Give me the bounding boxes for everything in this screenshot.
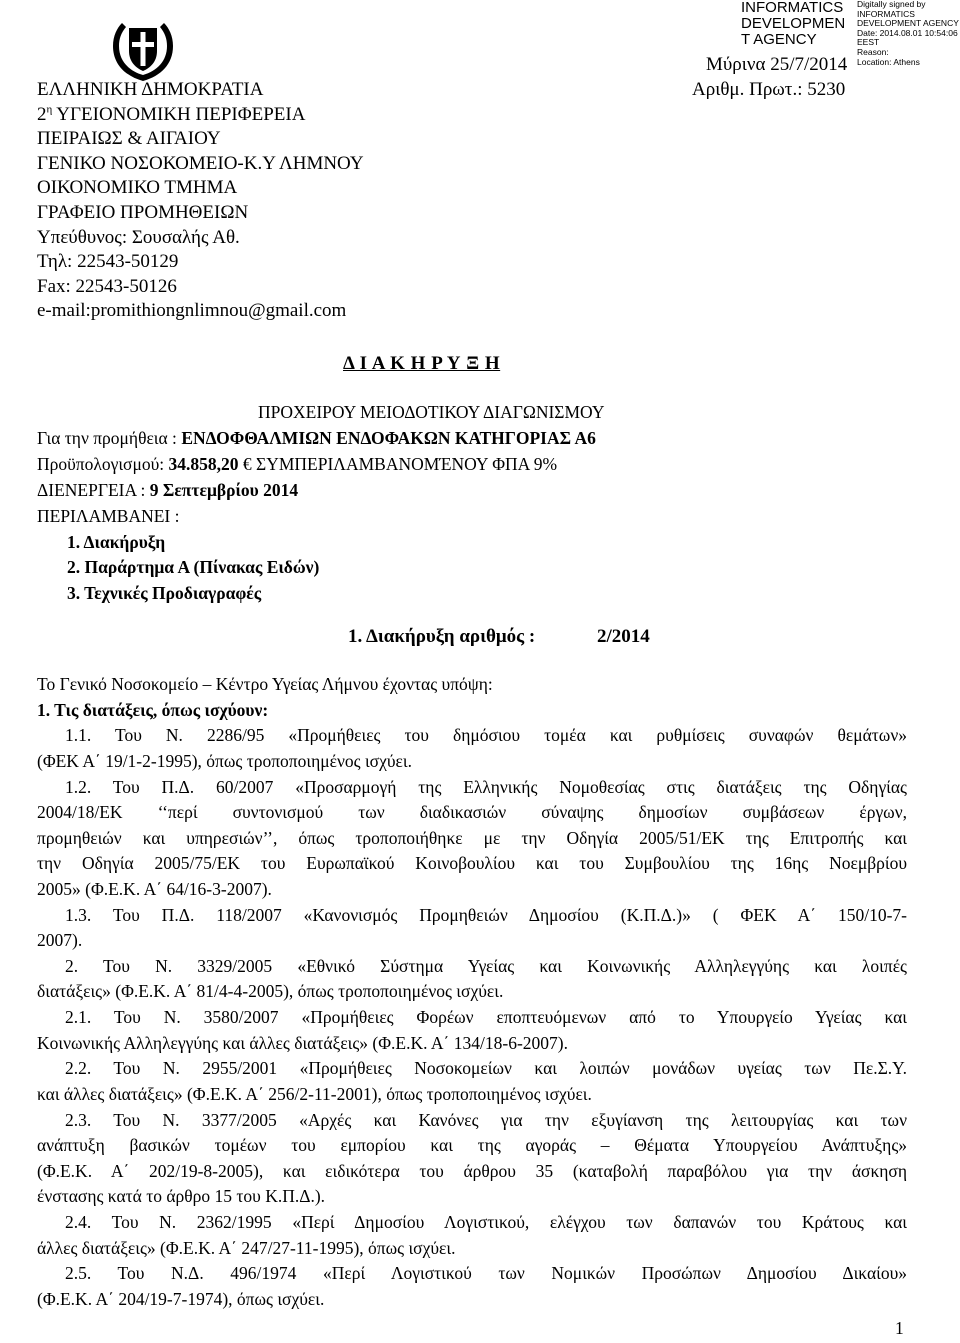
- body-line: 2007).: [37, 930, 83, 950]
- body-line: (Φ.Ε.Κ. Α΄ 202/19-8-2005), και ειδικότερα του άρθρου 35 (καταβολή παραβόλου για την άσκηση: [37, 1161, 907, 1181]
- included-item: 1. Διακήρυξη: [67, 532, 166, 552]
- signature-detail-line: Location: Athens: [857, 56, 920, 67]
- signature-org-line: INFORMATICS: [741, 0, 844, 16]
- body-line: 2.5. Του Ν.Δ. 496/1974 «Περί Λογιστικού των Νομικών Προσώπων Δημοσίου Δικαίου»: [65, 1263, 907, 1283]
- sender-line: ΟΙΚΟΝΟΜΙΚΟ ΤΜΗΜΑ: [37, 177, 238, 199]
- sender-line: Τηλ: 22543-50129: [37, 251, 179, 273]
- included-item: 2. Παράρτημα Α (Πίνακας Ειδών): [67, 557, 320, 577]
- body-line: (Φ.Ε.Κ. Α΄ 204/19-7-1974), όπως ισχύει.: [37, 1289, 325, 1309]
- body-line: 2.1. Του Ν. 3580/2007 «Προμήθειες Φορέων εποπτευόμενων από το Υπουργείο Υγείας και: [65, 1007, 907, 1027]
- signature-org-line: DEVELOPMEN: [741, 15, 846, 32]
- sender-line: Fax: 22543-50126: [37, 275, 177, 297]
- signature-detail-line: INFORMATICS: [857, 8, 915, 19]
- body-line: ανάπτυξη βασικών τομέων του εμπορίου και της αγοράς – Θέματα Υπουργείου Ανάπτυξης»: [37, 1135, 907, 1155]
- document-title: Δ Ι Α Κ Η Ρ Υ Ξ Η: [343, 353, 501, 374]
- supply-value: ΕΝΔΟΦΘΑΛΜΙΩΝ ΕΝΔΟΦΑΚΩΝ ΚΑΤΗΓΟΡΙΑΣ Α6: [181, 428, 596, 448]
- notice-heading: 1. Διακήρυξη αριθμός :: [348, 626, 536, 647]
- signature-detail-line: Date: 2014.08.01 10:54:06: [857, 27, 958, 38]
- supply-line: Για την προμήθεια : ΕΝΔΟΦΘΑΛΜΙΩΝ ΕΝΔΟΦΑΚΩΝ ΚΑΤΗΓΟΡΙΑΣ Α6: [37, 428, 596, 448]
- body-line: 1.1. Του Ν. 2286/95 «Προμήθειες του δημόσιου τομέα και ρυθμίσεις συναφών θεμάτων»: [65, 725, 907, 745]
- sender-block: [37, 78, 364, 324]
- body-line: (ΦΕΚ Α΄ 19/1-2-1995), όπως τροποποιημένος ισχύει.: [37, 751, 412, 771]
- signature-detail-line: Reason:: [857, 46, 889, 57]
- region-line: $2^\eta$ ΥΓΕΙΟΝΟΜΙΚΗ ΠΕΡΙΦΕΡΕΙΑ: [37, 103, 306, 125]
- email-link[interactable]: promithiongnlimnou@gmail.com: [90, 300, 347, 322]
- date-line: ΔΙΕΝΕΡΓΕΙΑ : 9 Σεπτεμβρίου 2014: [37, 480, 299, 500]
- email-line: e-mail:promithiongnlimnou@gmail.com: [37, 300, 347, 322]
- body-line: 1.2. Του Π.Δ. 60/2007 «Προσαρμογή της Ελληνικής Νομοθεσίας στις διατάξεις της Οδηγίας: [65, 777, 907, 797]
- included-item: 3. Τεχνικές Προδιαγραφές: [67, 583, 262, 603]
- signature-org-line: T AGENCY: [741, 31, 817, 48]
- signature-detail-line: EEST: [857, 37, 880, 48]
- page-number: 1: [895, 1318, 904, 1338]
- body-line: 1.3. Του Π.Δ. 118/2007 «Κανονισμός Προμηθειών Δημοσίου (Κ.Π.Δ.)» ( ΦΕΚ Α΄ 150/10-7-: [65, 905, 907, 925]
- body-line: 2005» (Φ.Ε.Κ. Α΄ 64/16-3-2007).: [37, 879, 272, 899]
- protocol-number: Αριθμ. Πρωτ.: 5230: [692, 79, 846, 100]
- body-line: 2.4. Του Ν. 2362/1995 «Περί Δημοσίου Λογιστικού, ελέγχου των δαπανών του Κράτους και: [65, 1212, 907, 1232]
- body-line: ένστασης κατά το άρθρο 15 του Κ.Π.Δ.).: [37, 1186, 326, 1206]
- body-line: την Οδηγία 2005/75/ΕΚ του Ευρωπαϊκού Κοινοβουλίου και του Συμβουλίου της 16ης Νοεμβρίου: [37, 853, 907, 873]
- body-line: και άλλες διατάξεις» (Φ.Ε.Κ. Α΄ 256/2-11-2001), όπως τροποποιημένος ισχύει.: [37, 1084, 592, 1104]
- place-date: Μύρινα 25/7/2014: [706, 54, 848, 75]
- signature-org-name: [741, 0, 845, 48]
- signature-details: [857, 0, 959, 67]
- greek-coat-of-arms-icon: [108, 18, 178, 84]
- signature-detail-line: Digitally signed by: [857, 0, 926, 9]
- sender-line: Υπεύθυνος: Σουσαλής Αθ.: [37, 226, 240, 248]
- sender-line: ΠΕΙΡΑΙΩΣ & ΑΙΓΑΙΟΥ: [37, 128, 221, 150]
- body-line: 2.3. Του Ν. 3377/2005 «Αρχές και Κανόνες για την εξυγίανση της λειτουργίας και των: [65, 1110, 907, 1130]
- notice-number: 2/2014: [597, 626, 650, 647]
- body-line: 2.2. Του Ν. 2955/2001 «Προμήθειες Νοσοκομείων και λοιπών μονάδων υγείας των Πε.Σ.Υ.: [65, 1058, 907, 1078]
- sender-line: ΓΡΑΦΕΙΟ ΠΡΟΜΗΘΕΙΩΝ: [37, 201, 249, 223]
- body-line: προμηθειών και υπηρεσιών’’, όπως τροποποιήθηκε με την Οδηγία 2005/51/ΕΚ της Επιτροπής και: [37, 828, 907, 848]
- procedure-type: ΠΡΟΧΕΙΡΟΥ ΜΕΙΟΔΟΤΙΚΟΥ ΔΙΑΓΩΝΙΣΜΟΥ: [258, 402, 605, 422]
- body-line: διατάξεις» (Φ.Ε.Κ. Α΄ 81/4-4-2005), όπως τροποποιημένος ισχύει.: [37, 981, 504, 1001]
- body-line: 2004/18/ΕΚ ‘‘περί συντονισμού των διαδικασιών σύναψης δημοσίων συμβάσεων έργων,: [37, 802, 907, 822]
- sender-line: ΕΛΛΗΝΙΚΗ ΔΗΜΟΚΡΑΤΙΑ: [37, 79, 264, 100]
- body-line: 2. Του Ν. 3329/2005 «Εθνικό Σύστημα Υγείας και Κοινωνικής Αλληλεγγύης και λοιπές: [65, 956, 907, 976]
- body-line: άλλες διατάξεις» (Φ.Ε.Κ. Α΄ 247/27-11-1995), όπως ισχύει.: [37, 1238, 456, 1258]
- body-line: Κοινωνικής Αλληλεγγύης και άλλες διατάξεις» (Φ.Ε.Κ. Α΄ 134/18-6-2007).: [37, 1033, 568, 1053]
- sender-line: ΓΕΝΙΚΟ ΝΟΣΟΚΟΜΕΙΟ-Κ.Υ ΛΗΜΝΟΥ: [37, 152, 364, 174]
- budget-value: 34.858,20: [168, 454, 239, 474]
- provisions-heading: 1. Τις διατάξεις, όπως ισχύουν:: [37, 700, 269, 720]
- notice-intro: Το Γενικό Νοσοκομείο – Κέντρο Υγείας Λήμνου έχοντας υπόψη:: [37, 674, 493, 694]
- date-value: 9 Σεπτεμβρίου 2014: [149, 480, 299, 500]
- includes-label: ΠΕΡΙΛΑΜΒΑΝΕΙ :: [37, 506, 180, 526]
- budget-line: Προϋπολογισμού: 34.858,20 € ΣΥΜΠΕΡΙΛΑΜΒΑΝΟΜΈΝΟΥ ΦΠΑ 9%: [37, 454, 558, 474]
- signature-detail-line: DEVELOPMENT AGENCY: [857, 18, 959, 29]
